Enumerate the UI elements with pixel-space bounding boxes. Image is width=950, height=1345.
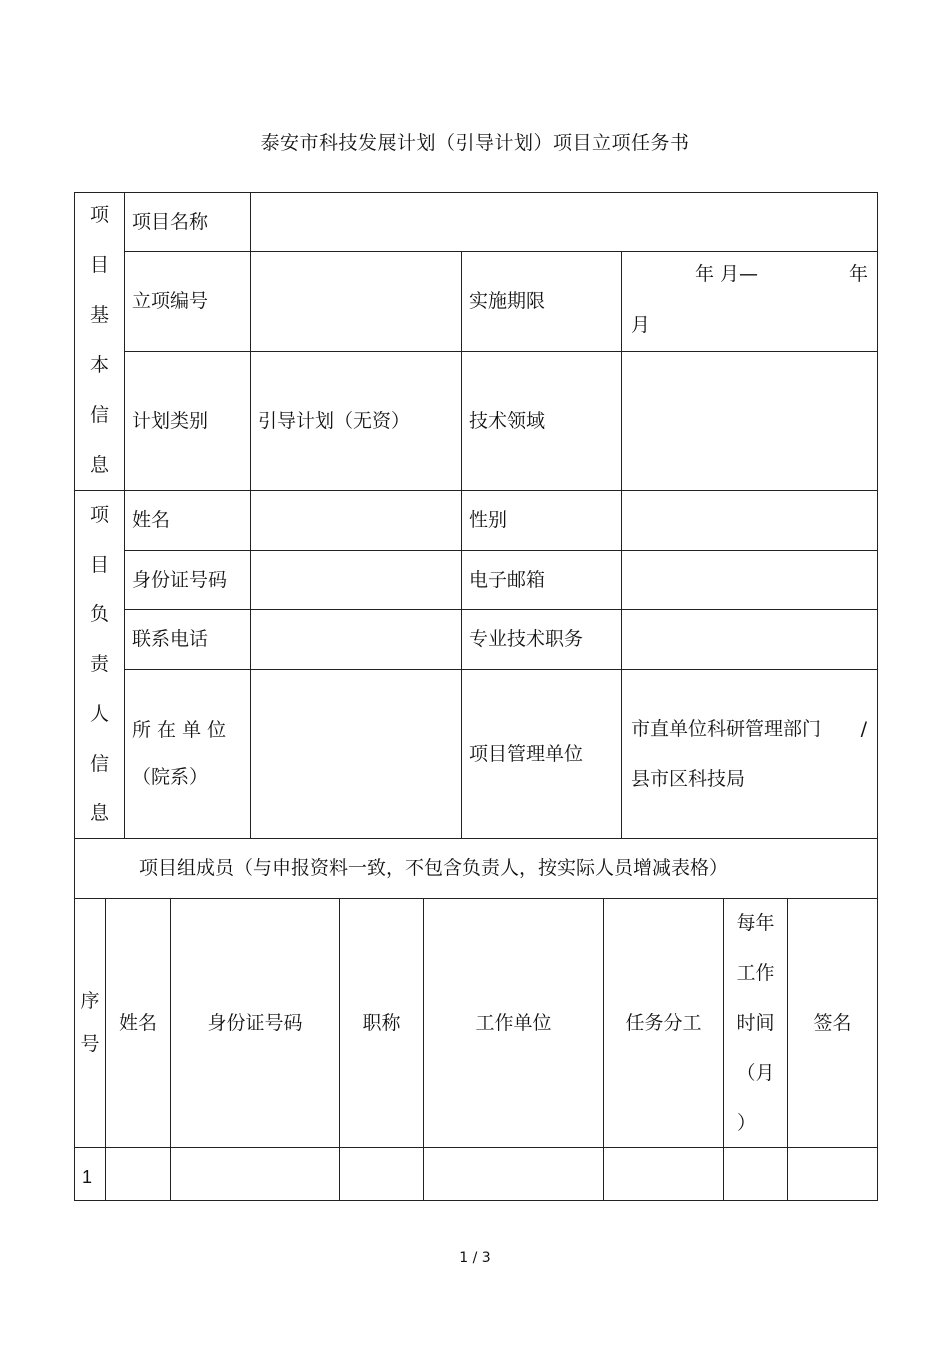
col-id-header: 身份证号码 <box>170 898 340 1148</box>
period-label: 实施期限 <box>461 251 622 352</box>
plan-category-label: 计划类别 <box>124 351 251 491</box>
period-end-year: 年 <box>848 263 868 285</box>
section-char: 基 <box>89 304 109 327</box>
member-row-seq: 1 <box>74 1147 106 1201</box>
member-row-title[interactable] <box>339 1147 424 1201</box>
section-char: 息 <box>89 454 109 477</box>
col-time-line: 时间 <box>736 1012 775 1034</box>
work-unit-label-line2: （院系） <box>132 766 209 788</box>
phone-label: 联系电话 <box>124 609 251 670</box>
col-task-header: 任务分工 <box>603 898 724 1148</box>
col-time-line: 每年 <box>736 912 775 934</box>
leader-info-section-label <box>74 490 125 839</box>
member-row-time[interactable] <box>723 1147 788 1201</box>
work-unit-label <box>124 669 251 839</box>
tech-field-label: 技术领域 <box>461 351 622 491</box>
project-number-label: 立项编号 <box>124 251 251 352</box>
section-char: 信 <box>89 752 109 775</box>
project-name-label: 项目名称 <box>124 192 251 252</box>
section-char: 信 <box>89 404 109 427</box>
col-sign-header: 签名 <box>787 898 878 1148</box>
col-time-line: 工作 <box>736 962 775 984</box>
col-seq-char: 序 <box>80 990 100 1013</box>
project-number-field[interactable] <box>250 251 462 352</box>
mgmt-unit-value <box>621 669 878 839</box>
col-time-line: （月 <box>736 1062 775 1084</box>
leader-name-label: 姓名 <box>124 490 251 551</box>
col-time-header <box>723 898 788 1148</box>
col-name-header: 姓名 <box>105 898 171 1148</box>
section-char: 项 <box>89 204 109 226</box>
phone-field[interactable] <box>250 609 462 670</box>
mgmt-unit-line1: 市直单位科研管理部门 <box>631 718 822 740</box>
mgmt-unit-slash: / <box>860 718 867 740</box>
tech-field-field[interactable] <box>621 351 878 491</box>
mgmt-unit-line2: 县市区科技局 <box>631 768 746 790</box>
col-title-header: 职称 <box>339 898 424 1148</box>
section-char: 人 <box>89 702 109 725</box>
members-header: 项目组成员（与申报资料一致，不包含负责人，按实际人员增减表格） <box>74 838 878 899</box>
basic-info-section-label <box>74 192 125 491</box>
period-field[interactable] <box>621 251 878 352</box>
mgmt-unit-label: 项目管理单位 <box>461 669 622 839</box>
member-row-id[interactable] <box>170 1147 340 1201</box>
document-title: 泰安市科技发展计划（引导计划）项目立项任务书 <box>260 132 690 154</box>
member-row-unit[interactable] <box>423 1147 604 1201</box>
gender-label: 性别 <box>461 490 622 551</box>
section-char: 本 <box>89 354 109 377</box>
col-seq-header <box>74 898 106 1148</box>
professional-title-field[interactable] <box>621 609 878 670</box>
id-number-label: 身份证号码 <box>124 550 251 610</box>
page-number: 1 / 3 <box>459 1250 491 1266</box>
member-row-name[interactable] <box>105 1147 171 1201</box>
id-number-field[interactable] <box>250 550 462 610</box>
leader-name-field[interactable] <box>250 490 462 551</box>
section-char: 项 <box>89 504 109 526</box>
work-unit-field[interactable] <box>250 669 462 839</box>
col-unit-header: 工作单位 <box>423 898 604 1148</box>
section-char: 目 <box>89 254 109 277</box>
col-time-line: ） <box>736 1112 756 1134</box>
member-row-sign[interactable] <box>787 1147 878 1201</box>
member-row-task[interactable] <box>603 1147 724 1201</box>
section-char: 息 <box>89 802 109 825</box>
section-char: 责 <box>89 653 109 676</box>
work-unit-label-line1: 所 在 单 位 <box>132 719 227 742</box>
section-char: 目 <box>89 553 109 576</box>
section-char: 负 <box>89 603 109 626</box>
project-name-field[interactable] <box>250 192 878 252</box>
col-seq-char: 号 <box>80 1033 100 1055</box>
email-field[interactable] <box>621 550 878 610</box>
period-end-month: 月 <box>631 314 651 336</box>
email-label: 电子邮箱 <box>461 550 622 610</box>
plan-category-value: 引导计划（无资） <box>250 351 462 491</box>
professional-title-label: 专业技术职务 <box>461 609 622 670</box>
period-start-text: 年 月— <box>695 263 759 285</box>
gender-field[interactable] <box>621 490 878 551</box>
